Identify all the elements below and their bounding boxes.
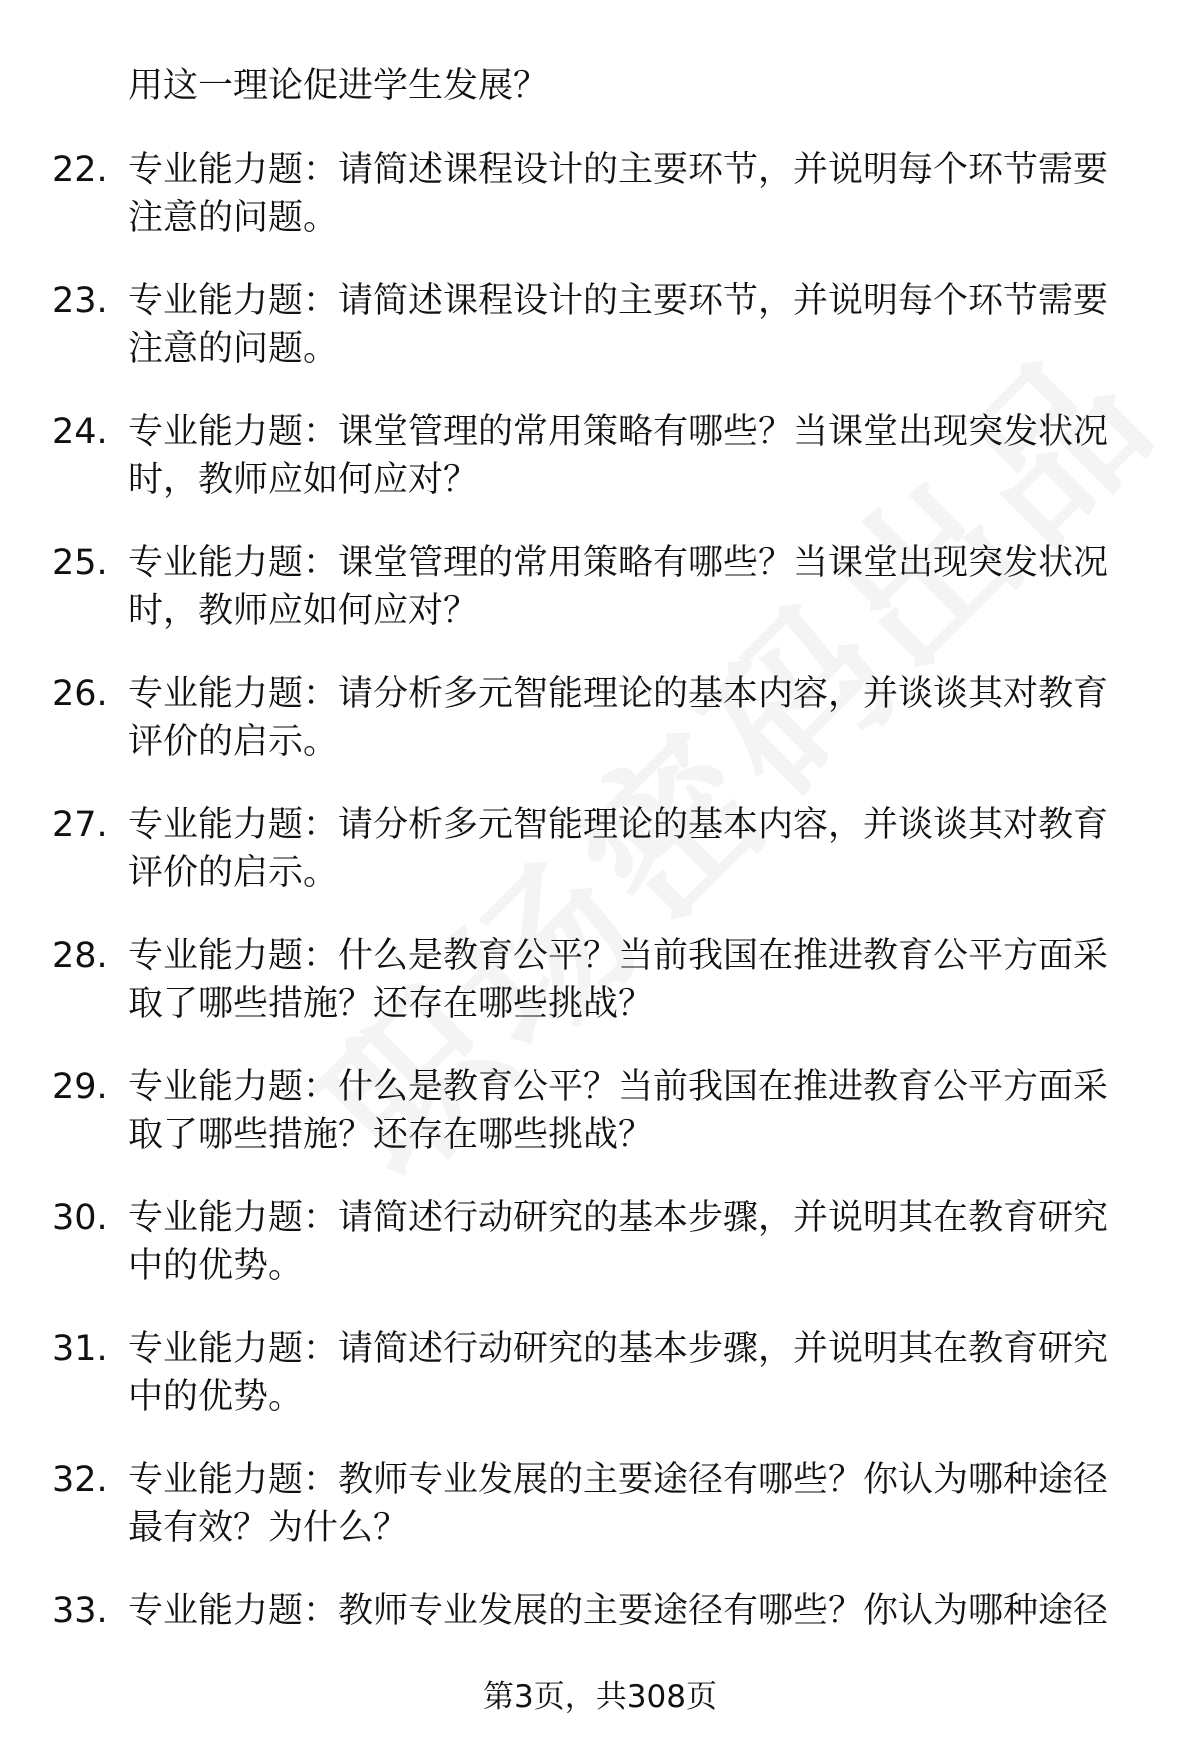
- question-text: 专业能力题：请简述行动研究的基本步骤，并说明其在教育研究中的优势。: [128, 1329, 1109, 1417]
- page-footer: 第3页，共308页: [483, 1679, 717, 1715]
- list-item: [0, 539, 1200, 670]
- question-text: 专业能力题：请简述课程设计的主要环节，并说明每个环节需要注意的问题。: [128, 150, 1109, 238]
- question-number: 25.: [52, 543, 108, 583]
- continuation-text: 用这一理论促进学生发展？: [128, 66, 549, 106]
- list-item: [0, 932, 1200, 1063]
- question-text: 专业能力题：教师专业发展的主要途径有哪些？你认为哪种途径最有效？为什么？: [128, 1460, 1109, 1548]
- question-text: 专业能力题：教师专业发展的主要途径有哪些？你认为哪种途径: [128, 1591, 1109, 1631]
- question-number: 30.: [52, 1198, 108, 1238]
- question-number: 32.: [52, 1460, 108, 1500]
- question-number: 28.: [52, 936, 108, 976]
- list-item: [0, 1194, 1200, 1325]
- question-text: 专业能力题：请简述课程设计的主要环节，并说明每个环节需要注意的问题。: [128, 281, 1109, 369]
- question-text: 专业能力题：请分析多元智能理论的基本内容，并谈谈其对教育评价的启示。: [128, 674, 1109, 762]
- question-list: [0, 146, 1200, 1718]
- question-number: 26.: [52, 674, 108, 714]
- list-item: [0, 408, 1200, 539]
- question-text: 专业能力题：什么是教育公平？当前我国在推进教育公平方面采取了哪些措施？还存在哪些挑战？: [128, 936, 1109, 1024]
- question-number: 33.: [52, 1591, 108, 1631]
- question-text: 专业能力题：课堂管理的常用策略有哪些？当课堂出现突发状况时，教师应如何应对？: [128, 412, 1109, 500]
- question-text: 专业能力题：请简述行动研究的基本步骤，并说明其在教育研究中的优势。: [128, 1198, 1109, 1286]
- question-number: 31.: [52, 1329, 108, 1369]
- question-number: 24.: [52, 412, 108, 452]
- question-number: 22.: [52, 150, 108, 190]
- list-item: [0, 277, 1200, 408]
- list-item: [0, 146, 1200, 277]
- list-item: [0, 1456, 1200, 1587]
- question-text: 专业能力题：什么是教育公平？当前我国在推进教育公平方面采取了哪些措施？还存在哪些挑战？: [128, 1067, 1109, 1155]
- question-number: 29.: [52, 1067, 108, 1107]
- question-number: 27.: [52, 805, 108, 845]
- list-item: [0, 1063, 1200, 1194]
- question-text: 专业能力题：请分析多元智能理论的基本内容，并谈谈其对教育评价的启示。: [128, 805, 1109, 893]
- question-number: 23.: [52, 281, 108, 321]
- question-text: 专业能力题：课堂管理的常用策略有哪些？当课堂出现突发状况时，教师应如何应对？: [128, 543, 1109, 631]
- list-item: [0, 670, 1200, 801]
- list-item: [0, 801, 1200, 932]
- list-item: [0, 1325, 1200, 1456]
